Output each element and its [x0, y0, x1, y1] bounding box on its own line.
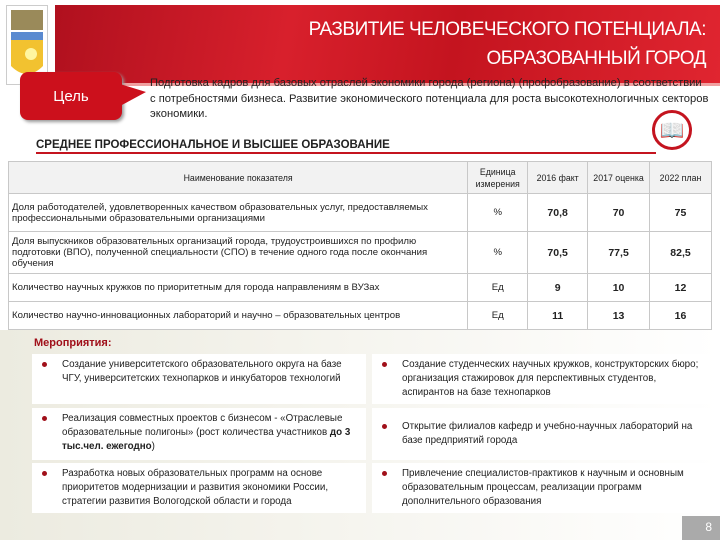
- activity-text: Разработка новых образовательных программ на основе приоритетов модернизации и развития экономики России, стратегии развития Вологодской области и города: [62, 468, 329, 507]
- unit-cell: Ед: [468, 302, 528, 330]
- value-2016: 70,5: [528, 232, 588, 274]
- col-header-unit: Единица измерения: [468, 162, 528, 194]
- activity-text: Реализация совместных проектов с бизнесом - «Отраслевые образовательные полигоны» (рост количества участников: [62, 413, 343, 438]
- value-2022: 75: [650, 194, 712, 232]
- activity-text: Привлечение специалистов-практиков к научным и основным образовательным процессам, реализации программ дополнительного образования: [402, 468, 684, 507]
- section-title: СРЕДНЕЕ ПРОФЕССИОНАЛЬНОЕ И ВЫСШЕЕ ОБРАЗОВАНИЕ: [36, 139, 656, 154]
- value-2022: 16: [650, 302, 712, 330]
- unit-cell: Ед: [468, 274, 528, 302]
- col-header-2017: 2017 оценка: [588, 162, 650, 194]
- activity-item: [32, 408, 366, 460]
- goal-label: Цель: [53, 87, 89, 105]
- value-2016: 11: [528, 302, 588, 330]
- value-2022: 82,5: [650, 232, 712, 274]
- table-row: [9, 232, 712, 274]
- activity-text: Создание студенческих научных кружков, конструкторских бюро; организация стажировок для перспективных студентов, аспирантов на базе технопарков: [402, 359, 699, 398]
- indicator-name: Количество научных кружков по приоритетным для города направлениям в ВУЗах: [9, 274, 468, 302]
- value-2017: 13: [588, 302, 650, 330]
- activity-item: [32, 463, 366, 513]
- value-2017: 77,5: [588, 232, 650, 274]
- header-banner: [55, 5, 720, 86]
- bullet-icon: [42, 471, 47, 476]
- col-header-2016: 2016 факт: [528, 162, 588, 194]
- bullet-icon: [382, 362, 387, 367]
- goal-text: Подготовка кадров для базовых отраслей экономики города (региона) (профобразование) в соответствии с потребностями бизнеса. Развитие экономического потенциала для роста высокотехнологичных секторов экономики.: [150, 77, 709, 120]
- table-row: [9, 302, 712, 330]
- book-icon: 📖: [652, 110, 692, 150]
- page-title: [309, 15, 706, 73]
- table-row: [9, 274, 712, 302]
- activity-text: Создание университетского образовательного округа на базе ЧГУ, университетских технопарков и инкубаторов технологий: [62, 359, 342, 384]
- indicators-table: [8, 161, 712, 330]
- title-line-2: ОБРАЗОВАННЫЙ ГОРОД: [486, 48, 706, 69]
- goal-callout: [20, 72, 122, 120]
- activity-text: Открытие филиалов кафедр и учебно-научных лабораторий на базе предприятий города: [402, 421, 693, 446]
- bullet-icon: [382, 471, 387, 476]
- page-number: 8: [682, 516, 720, 540]
- activity-item: [372, 463, 710, 513]
- bullet-icon: [42, 416, 47, 421]
- unit-cell: %: [468, 232, 528, 274]
- unit-cell: %: [468, 194, 528, 232]
- bullet-icon: [42, 362, 47, 367]
- activities-title: Мероприятия:: [34, 337, 112, 349]
- value-2016: 9: [528, 274, 588, 302]
- activity-highlight: до 3 тыс.чел. ежегодно: [62, 427, 351, 452]
- value-2017: 10: [588, 274, 650, 302]
- indicator-name: Доля работодателей, удовлетворенных качеством образовательных услуг, предоставляемых профессиональными образовательными организациями: [9, 194, 468, 232]
- table-header-row: [9, 162, 712, 194]
- activity-text-end: ): [151, 441, 155, 452]
- activity-item: [372, 408, 710, 460]
- bullet-icon: [382, 424, 387, 429]
- table-row: [9, 194, 712, 232]
- indicator-name: Количество научно-инновационных лабораторий и научно – образовательных центров: [9, 302, 468, 330]
- col-header-2022: 2022 план: [650, 162, 712, 194]
- value-2017: 70: [588, 194, 650, 232]
- activity-item: [372, 354, 710, 404]
- title-line-1: РАЗВИТИЕ ЧЕЛОВЕЧЕСКОГО ПОТЕНЦИАЛА:: [308, 19, 706, 40]
- indicator-name: Доля выпускников образовательных организаций города, трудоустроившихся по профилю подготовки (ВПО), полученной специальности (СПО) в течение одного года после окончания обучения: [9, 232, 468, 274]
- value-2016: 70,8: [528, 194, 588, 232]
- col-header-name: Наименование показателя: [9, 162, 468, 194]
- activity-item: [32, 354, 366, 404]
- value-2022: 12: [650, 274, 712, 302]
